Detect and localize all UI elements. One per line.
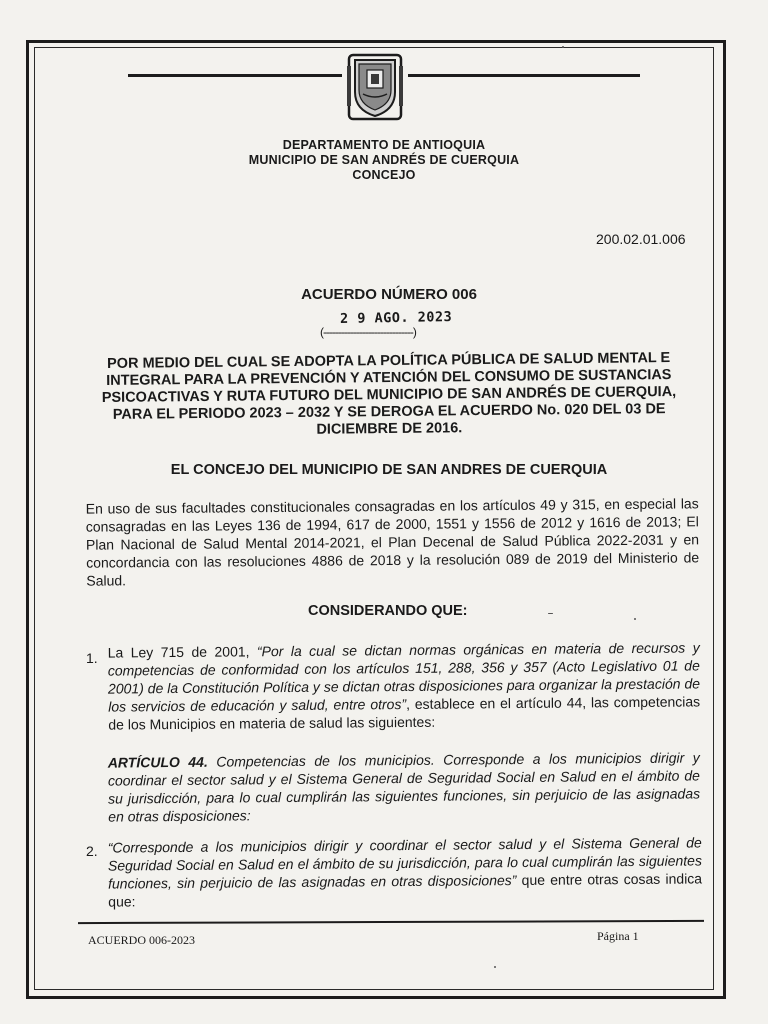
concejo-heading: EL CONCEJO DEL MUNICIPIO DE SAN ANDRES DE CUERQUIA [170,462,608,478]
acuerdo-main-title: POR MEDIO DEL CUAL SE ADOPTA LA POLÍTICA PÚBLICA DE SALUD MENTAL E INTEGRAL PARA LA PREVENCIÓN Y ATENCIÓN DEL CONSUMO DE SUSTANCIAS PSICOACTIVAS Y RUTA FUTURO DEL MUNICIPIO DE SAN ANDRÉS DE CUERQUIA, PARA EL PERIODO 2023 – 2032 Y SE DEROGA EL ACUERDO No. 020 DEL 03 DE DICIEMBRE DE 2016. [101,350,677,438]
item-number-1: 1. [86,650,98,666]
acuerdo-number-title: ACUERDO NÚMERO 006 [301,286,477,303]
header-department: DEPARTAMENTO DE ANTIOQUIA [282,138,486,152]
footer-page-number: Página 1 [597,929,639,943]
document-code: 200.02.01.006 [596,231,686,247]
scan-speck [548,613,553,614]
item-1-quote: “Por la cual se dictan normas orgánicas en materia de recursos y competencias de conformidad con los artículos 151, 288, 356 y 357 (Acto Legislativo 01 de 2001) de la Constitución Política y se dictan otras disposiciones para organizar la prestación de los servicios de educación y salud, entre otros” [107,639,701,715]
considerando-heading: CONSIDERANDO QUE: [308,603,468,619]
date-stamp: 2 9 AGO. 2023 [339,309,453,327]
scan-speck [634,618,636,620]
date-stamp-dashes: (------------------------------) [320,325,416,339]
header-rule-right [408,74,640,77]
scan-speck [562,46,564,48]
article-44-text: Competencias de los municipios. Corresponde a los municipios dirigir y coordinar el sector salud y el Sistema General de Seguridad Social en Salud en el ámbito de su jurisdicción, para lo cual cumplirán las siguientes funciones, sin perjuicio de las asignadas en otras disposiciones: [107,749,701,825]
item-2-quote: “Corresponde a los municipios dirigir y coordinar el sector salud y el Sistema General de Seguridad Social en Salud en el ámbito de su jurisdicción, para lo cual cumplirán las siguientes funciones, sin perjuicio de las asignadas en otras disposiciones” [107,834,702,892]
footer-document-id: ACUERDO 006-2023 [88,933,195,947]
header-council: CONCEJO [352,168,416,182]
preamble-paragraph: En uso de sus facultades constitucionales consagradas en los artículos 49 y 315, en especial las consagradas en las Leyes 136 de 1994, 617 de 2000, 1551 y 1556 de 2012 y 1616 de 2013; El Plan Nacional de Salud Mental 2014-2021, el Plan Decenal de Salud Pública 2022-2031 y en concordancia con las resoluciones 4886 de 2018 y la resolución 089 de 2019 del Ministerio de Salud. [85,495,700,589]
item-2-tail: que entre otras cosas indica que: [108,870,703,910]
item-number-2: 2. [86,843,98,859]
header-rule-left [128,74,342,77]
article-44-block [108,748,701,825]
item-1-lead: La Ley 715 de 2001, [107,643,258,661]
item-1-tail: , establece en el artículo 44, las competencias de los Municipios en materia de salud las siguientes: [108,693,701,733]
scan-speck [494,966,496,968]
header-municipality: MUNICIPIO DE SAN ANDRÉS DE CUERQUIA [248,153,520,167]
municipal-coat-of-arms-icon [345,52,405,124]
considerando-item-1 [108,638,701,733]
considerando-item-2 [108,833,703,910]
article-44-label: ARTÍCULO 44. [107,753,208,771]
